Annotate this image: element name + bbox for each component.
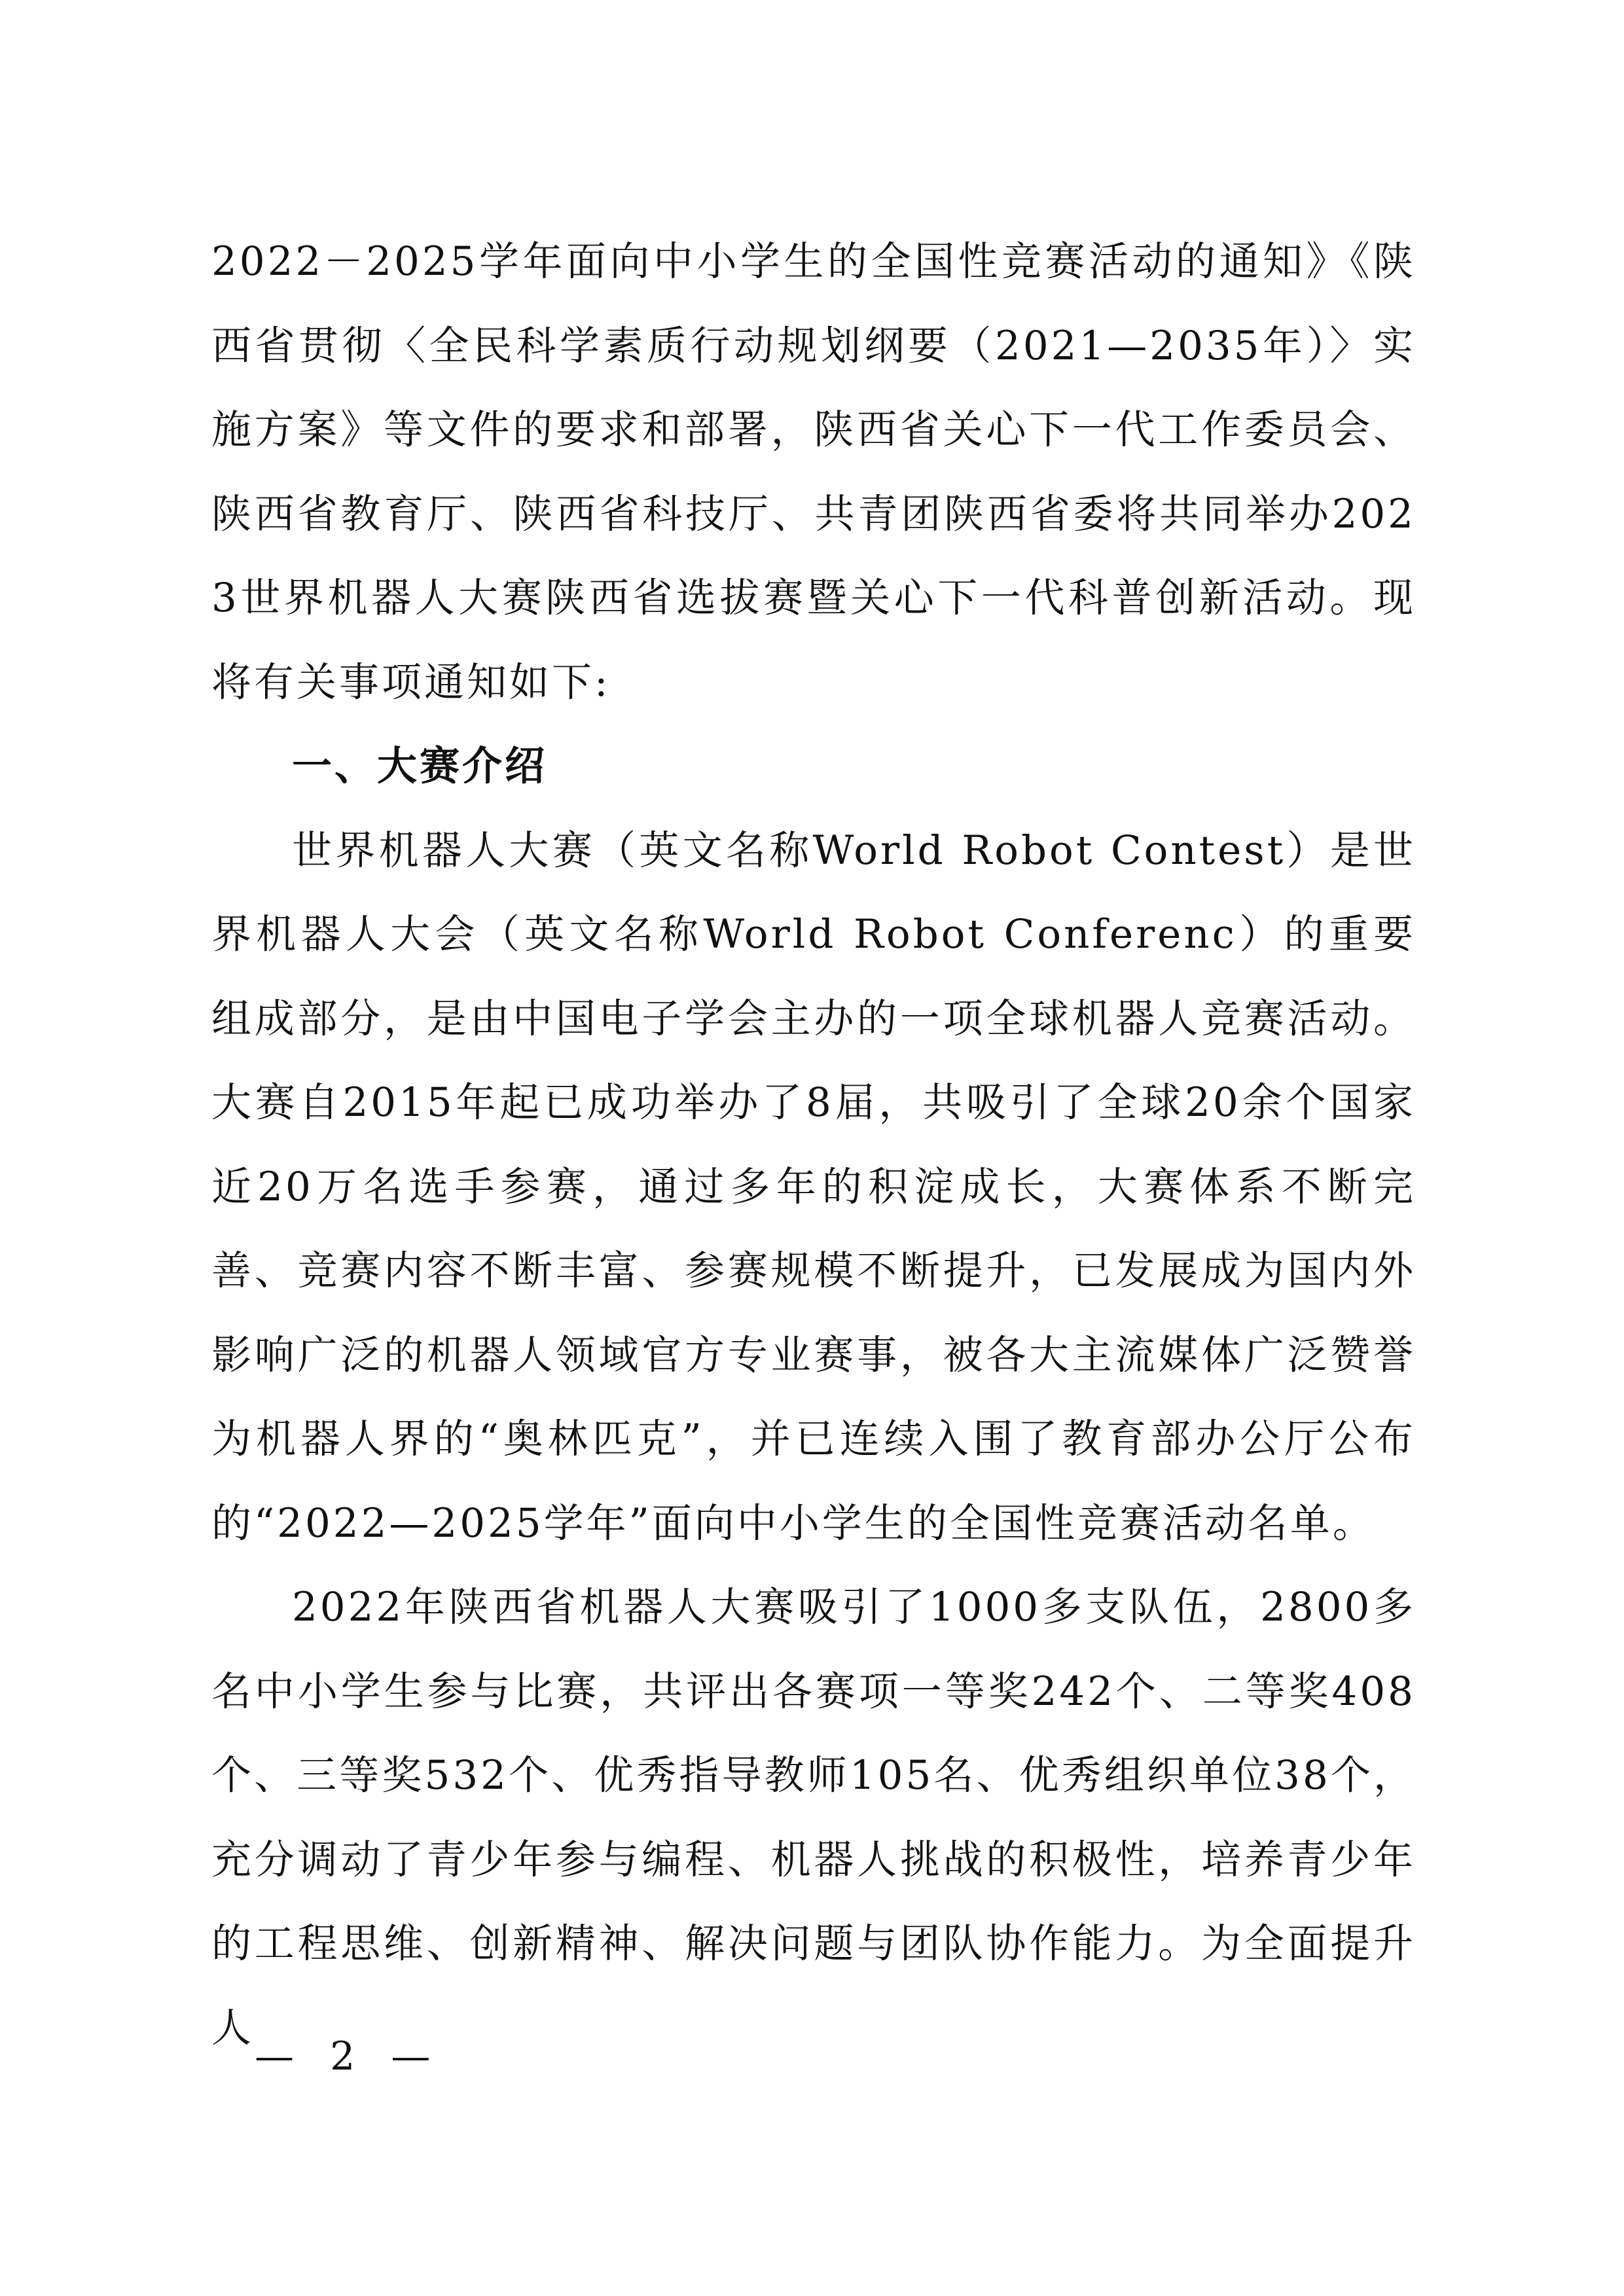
document-body (211, 220, 1416, 2070)
contest-results-paragraph: 2022年陕西省机器人大赛吸引了1000多支队伍，2800多名中小学生参与比赛，共评出各赛项一等奖242个、二等奖408个、三等奖532个、优秀指导教师105名、优秀组织单位38个，充分调动了青少年参与编程、机器人挑战的积极性，培养青少年的工程思维、创新精神、解决问题与团队协作能力。为全面提升人 (211, 1584, 1416, 2051)
intro-paragraph: 2022－2025学年面向中小学生的全国性竞赛活动的通知》《陕西省贯彻〈全民科学素质行动规划纲要（2021—2035年）〉实施方案》等文件的要求和部署，陕西省关心下一代工作委员会、陕西省教育厅、陕西省科技厅、共青团陕西省委将共同举办2023世界机器人大赛陕西省选拔赛暨关心下一代科普创新活动。现将有关事项通知如下: (211, 238, 1416, 706)
page-number: — 2 — (255, 2034, 442, 2079)
contest-intro-paragraph: 世界机器人大赛（英文名称World Robot Contest）是世界机器人大会（英文名称World Robot Conferenc）的重要组成部分，是由中国电子学会主办的一项全球机器人竞赛活动。大赛自2015年起已成功举办了8届，共吸引了全球20余个国家近20万名选手参赛，通过多年的积淀成长，大赛体系不断完善、竞赛内容不断丰富、参赛规模不断提升，已发展成为国内外影响广泛的机器人领域官方专业赛事，被各大主流媒体广泛赞誉为机器人界的“奥林匹克”，并已连续入围了教育部办公厅公布的“2022—2025学年”面向中小学生的全国性竞赛活动名单。 (211, 827, 1416, 1547)
section-heading: 一、大赛介绍 (292, 743, 548, 789)
